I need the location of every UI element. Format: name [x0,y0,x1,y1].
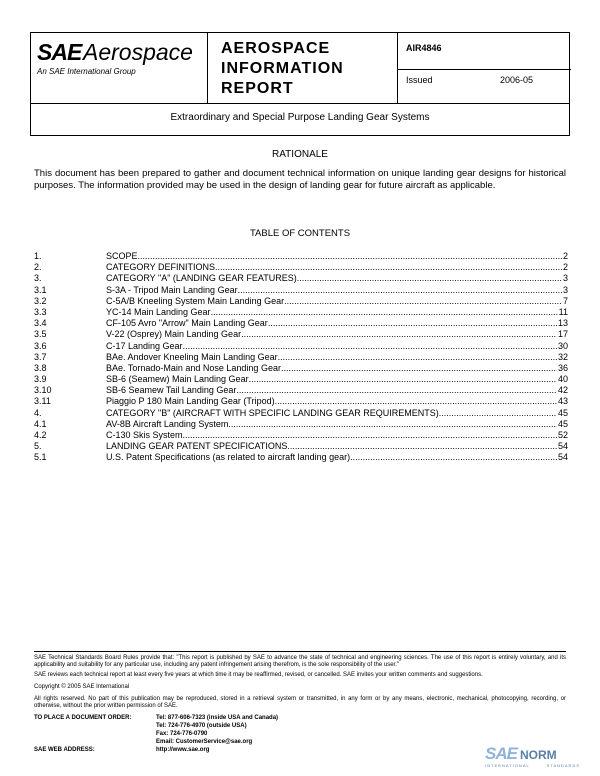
toc-entry-number: 3.2 [34,295,47,306]
toc-entry-number: 3.11 [34,396,51,407]
toc-leader-dots [281,363,557,374]
toc-entry-page: 54 [557,441,568,452]
toc-entry-page: 11 [558,306,568,317]
toc-entry-title: BAe. Andover Kneeling Main Landing Gear [106,351,278,362]
toc-entry[interactable] [34,262,568,273]
web-address-link[interactable]: http://www.sae.org [156,747,210,753]
toc-entry-number: 3.10 [34,385,52,396]
footer-rule [34,651,566,652]
toc-entry-title: YC-14 Main Landing Gear [106,306,211,317]
footer-rights-text: All rights reserved. No part of this publication may be reproduced, stored in a retrieval system or transmitted, in any form or by any means, electronic, mechanical, photocopying, recording, or otherwise, without the prior written permission of SAE. [34,696,566,710]
toc-entry[interactable] [34,341,568,352]
issued-date: 2006-05 [500,75,534,85]
header-box [30,32,570,136]
sae-norm-logo [485,744,580,768]
rationale-heading: RATIONALE [272,149,328,160]
toc-leader-dots [287,441,557,452]
toc-entry-title: SCOPE [106,251,138,261]
toc-entry-page: 45 [557,407,568,418]
toc-entry-number: 1. [34,251,42,261]
toc-entry-number: 4.1 [34,418,47,429]
toc-entry-title: AV-8B Aircraft Landing System [106,418,229,429]
toc-entry[interactable] [34,430,568,441]
toc-entry-title: C-130 Skis System [106,430,183,440]
issued-label: Issued [406,75,433,85]
toc-entry[interactable] [34,352,568,363]
toc-entry-number: 2. [34,262,42,273]
toc-entry-page: 17 [557,329,568,340]
toc-entry-title: C-17 Landing Gear [106,340,183,351]
toc-leader-dots [284,296,562,307]
contact-email[interactable]: Email: CustomerService@sae.org [156,739,253,745]
toc-entry-title: C-5A/B Kneeling System Main Landing Gear [106,295,285,306]
toc-entry-title: SB-6 Seamew Tail Landing Gear [106,385,237,396]
toc-leader-dots [138,251,562,262]
toc-entry-page: 13 [557,318,568,329]
toc-entry-page: 45 [557,418,568,429]
toc-entry[interactable] [34,385,568,396]
divider [207,33,208,103]
toc-entry-number: 4.2 [34,430,47,440]
rationale-text: This document has been prepared to gather and document technical information on unique landing gear designs for historical purposes. The information provided may be used in the design of landing gear for future aircraft as applicable. [34,168,566,191]
toc-entry-number: 4. [34,407,42,418]
contact-phone-us: Tel: 877-606-7323 (inside USA and Canada) [156,715,279,721]
toc-entry-page: 7 [562,295,568,306]
toc-entry-page: 2 [562,251,568,261]
toc-entry-number: 3.4 [34,318,47,329]
toc-entry-title: U.S. Patent Specifications (as related to aircraft landing gear) [106,452,351,463]
sae-logo-aerospace: Aerospace [83,39,193,65]
toc-entry-page: 40 [557,374,568,385]
toc-leader-dots [350,452,557,463]
toc-entry[interactable] [34,251,568,262]
sae-norm-logo-right-text: STANDARDS [546,763,580,768]
order-label: TO PLACE A DOCUMENT ORDER: [34,715,132,721]
toc-entry-title: LANDING GEAR PATENT SPECIFICATIONS [106,441,288,452]
toc-entry-page: 42 [557,385,568,396]
toc-entry-number: 5. [34,441,42,452]
toc-entry[interactable] [34,318,568,329]
toc-entry[interactable] [34,363,568,374]
toc-entry[interactable] [34,452,568,463]
toc-leader-dots [215,262,562,273]
toc-entry[interactable] [34,273,568,284]
toc-entry-page: 3 [562,284,568,295]
toc-entry[interactable] [34,396,568,407]
toc-leader-dots [439,408,557,419]
sae-norm-logo-sae: SAE [485,744,517,763]
toc-leader-dots [241,329,557,340]
divider [397,69,571,70]
toc-entry-page: 2 [562,262,568,273]
toc-leader-dots [249,374,557,385]
toc-entry-number: 3.5 [34,329,47,340]
toc-entry-page: 43 [557,396,568,407]
table-of-contents [34,251,568,464]
toc-leader-dots [268,318,557,329]
toc-entry[interactable] [34,408,568,419]
toc-entry[interactable] [34,441,568,452]
toc-entry-title: CF-105 Avro "Arrow" Main Landing Gear [106,318,268,329]
toc-leader-dots [183,430,557,441]
toc-entry-number: 3.1 [34,284,47,295]
footer-review-text: SAE reviews each technical report at least every five years at which time it may be reaffirmed, revised, or cancelled. SAE invites your written comments and suggestions. [34,672,483,678]
contact-fax: Fax: 724-776-0790 [156,731,208,737]
toc-entry-page: 32 [557,351,568,362]
toc-entry-title: SB-6 (Seamew) Main Landing Gear [106,374,249,385]
toc-heading: TABLE OF CONTENTS [249,228,351,239]
toc-leader-dots [297,273,562,284]
footer-rules-text: SAE Technical Standards Board Rules provide that: "This report is published by SAE to advance the state of technical and engineering sciences. The use of this report is entirely voluntary, and its applicability and suitability for any particular use, including any patent infringement arising therefrom, is the sole responsibility of the user." [34,655,566,669]
toc-entry-page: 36 [557,362,568,373]
toc-entry[interactable] [34,374,568,385]
toc-entry-page: 3 [562,273,568,284]
sae-norm-logo-norm: NORM [519,748,557,762]
toc-leader-dots [211,307,558,318]
toc-entry-number: 3.3 [34,306,47,317]
sae-logo-tagline: An SAE International Group [37,67,136,76]
toc-entry-number: 3.9 [34,374,47,385]
contact-phone-intl: Tel: 724-776-4970 (outside USA) [156,723,247,729]
toc-leader-dots [278,352,557,363]
toc-entry-number: 3.6 [34,340,47,351]
toc-entry-page: 54 [557,452,568,463]
toc-entry-page: 30 [557,340,568,351]
toc-entry-title: V-22 (Osprey) Main Landing Gear [106,329,242,340]
toc-entry[interactable] [34,285,568,296]
toc-entry-number: 5.1 [34,452,47,463]
document-number: AIR4846 [406,43,442,53]
toc-entry-title: CATEGORY "A" (LANDING GEAR FEATURES) [106,273,297,284]
toc-entry-number: 3.7 [34,351,47,362]
sae-logo-mark: SAE [37,39,82,65]
toc-entry[interactable] [34,296,568,307]
report-type-title: AEROSPACE INFORMATION REPORT [221,40,344,97]
document-title: Extraordinary and Special Purpose Landing Gear Systems [170,112,430,123]
sae-norm-logo-left-text: INTERNATIONAL [485,763,530,768]
toc-entry-number: 3. [34,273,42,284]
toc-entry-title: Piaggio P 180 Main Landing Gear (Tripod) [106,396,275,407]
toc-entry[interactable] [34,307,568,318]
toc-entry-title: CATEGORY DEFINITIONS [106,262,216,273]
divider [31,103,569,104]
toc-entry[interactable] [34,329,568,340]
toc-leader-dots [236,385,557,396]
divider [397,33,398,103]
toc-leader-dots [183,341,557,352]
footer-copyright: Copyright © 2005 SAE International [34,684,130,690]
toc-entry-title: BAe. Tornado-Main and Nose Landing Gear [106,362,281,373]
toc-entry-page: 52 [557,430,568,440]
toc-entry-title: CATEGORY "B" (AIRCRAFT WITH SPECIFIC LANDING GEAR REQUIREMENTS) [106,407,439,418]
toc-leader-dots [238,285,562,296]
toc-leader-dots [228,419,557,430]
toc-entry-number: 3.8 [34,362,47,373]
toc-entry[interactable] [34,419,568,430]
toc-leader-dots [275,396,557,407]
web-label: SAE WEB ADDRESS: [34,747,95,753]
toc-entry-title: S-3A - Tripod Main Landing Gear [106,284,238,295]
